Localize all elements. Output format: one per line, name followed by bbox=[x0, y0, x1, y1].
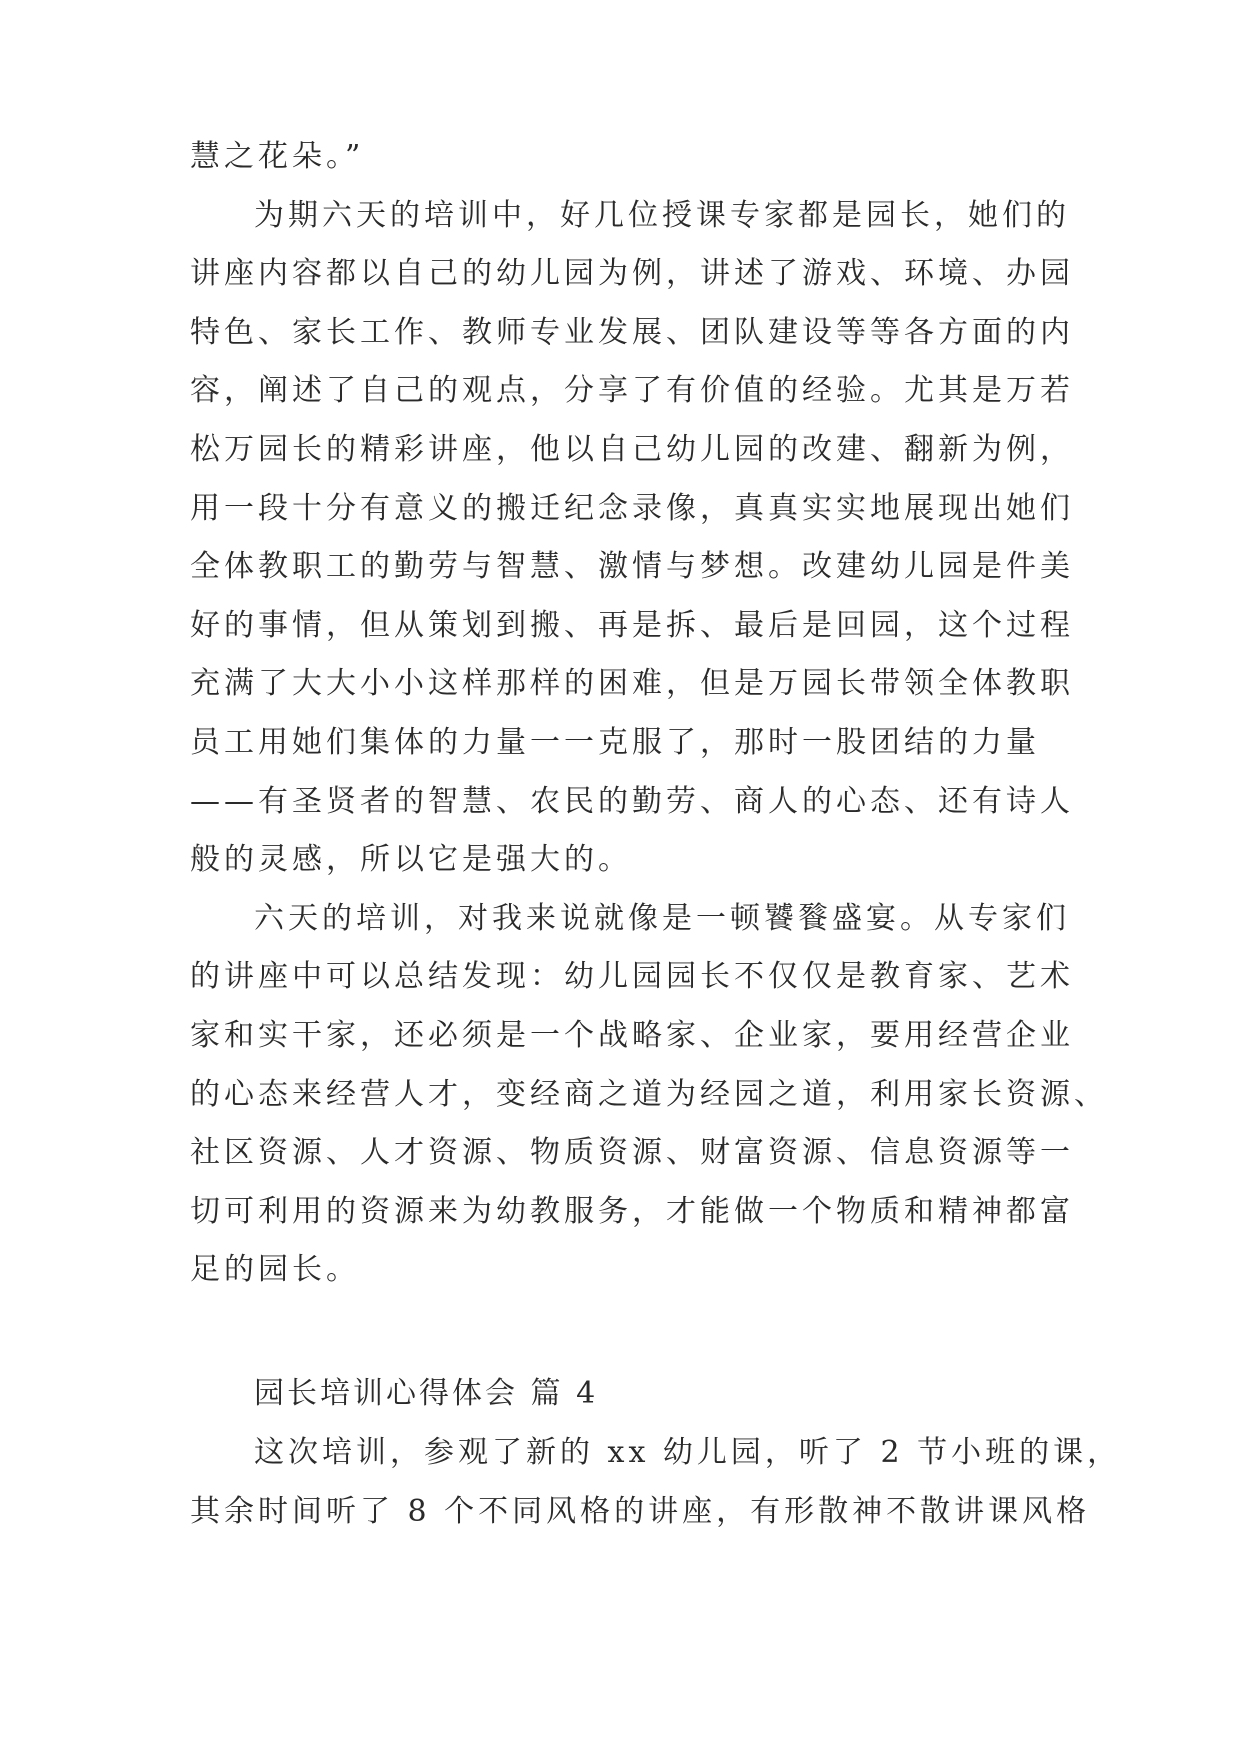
text-line: 其余时间听了 8 个不同风格的讲座，有形散神不散讲课风格 bbox=[190, 1493, 1091, 1529]
text-line: 慧之花朵。” bbox=[190, 139, 365, 174]
text-line: 全体教职工的勤劳与智慧、激情与梦想。改建幼儿园是件美 bbox=[190, 549, 1074, 585]
text-line: 的讲座中可以总结发现：幼儿园园长不仅仅是教育家、艺术 bbox=[190, 959, 1074, 995]
text-line: 松万园长的精彩讲座，他以自己幼儿园的改建、翻新为例， bbox=[190, 431, 1074, 467]
text-line: 家和实干家，还必须是一个战略家、企业家，要用经营企业 bbox=[190, 1017, 1074, 1053]
text-line: 的心态来经营人才，变经商之道为经园之道，利用家长资源、 bbox=[190, 1076, 1108, 1112]
text-line: 好的事情，但从策划到搬、再是拆、最后是回园，这个过程 bbox=[190, 607, 1074, 643]
paragraph-first-line: 六天的培训，对我来说就像是一顿饕餮盛宴。从专家们 bbox=[254, 900, 1070, 936]
text-line: 特色、家长工作、教师专业发展、团队建设等等各方面的内 bbox=[190, 314, 1074, 350]
text-line: 般的灵感，所以它是强大的。 bbox=[190, 842, 632, 878]
text-line: 社区资源、人才资源、物质资源、财富资源、信息资源等一 bbox=[190, 1135, 1074, 1171]
paragraph-first-line: 为期六天的培训中，好几位授课专家都是园长，她们的 bbox=[254, 197, 1070, 233]
text-line: 足的园长。 bbox=[190, 1252, 360, 1288]
text-line: 切可利用的资源来为幼教服务，才能做一个物质和精神都富 bbox=[190, 1193, 1074, 1229]
paragraph-first-line: 这次培训，参观了新的 xx 幼儿园，听了 2 节小班的课， bbox=[254, 1435, 1122, 1470]
text-line: 讲座内容都以自己的幼儿园为例，讲述了游戏、环境、办园 bbox=[190, 256, 1074, 292]
body-text-block-2 bbox=[190, 1424, 1122, 1541]
text-line: 容，阐述了自己的观点，分享了有价值的经验。尤其是万若 bbox=[190, 373, 1074, 409]
text-line: ——有圣贤者的智慧、农民的勤劳、商人的心态、还有诗人 bbox=[190, 783, 1074, 819]
text-line: 员工用她们集体的力量一一克服了，那时一股团结的力量 bbox=[190, 724, 1040, 760]
section-heading: 园长培训心得体会 篇 4 bbox=[254, 1376, 599, 1411]
text-line: 充满了大大小小这样那样的困难，但是万园长带领全体教职 bbox=[190, 666, 1074, 702]
body-text-block-1 bbox=[190, 128, 1108, 1300]
text-line: 用一段十分有意义的搬迁纪念录像，真真实实地展现出她们 bbox=[190, 490, 1074, 526]
